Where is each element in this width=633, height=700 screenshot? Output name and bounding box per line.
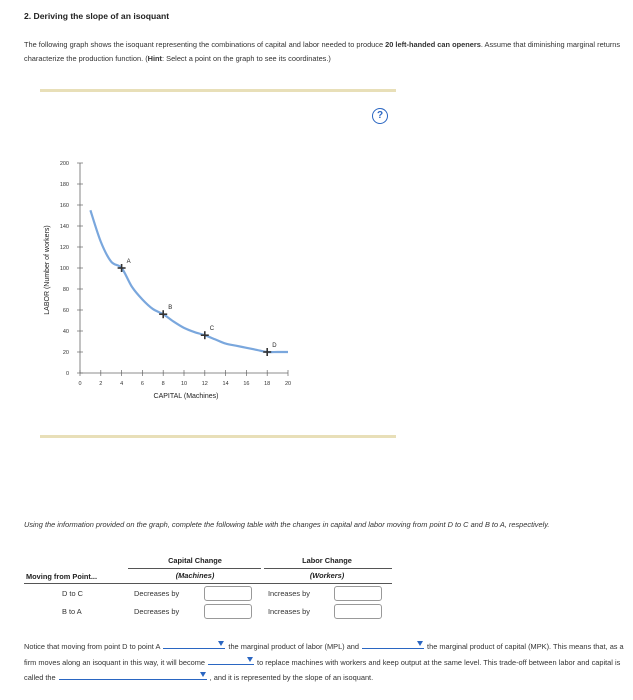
capital-units: (Machines): [175, 571, 215, 580]
chart-axes: [60, 161, 291, 387]
labor-change-header: Labor Change: [302, 556, 352, 565]
y-tick-label: 40: [62, 329, 69, 335]
x-tick-label: 16: [243, 381, 250, 387]
intro-text-1: The following graph shows the isoquant representing the combinations of capital and labor needed to produce: [24, 40, 384, 49]
chevron-down-icon: [218, 641, 224, 646]
point-label: A: [126, 259, 131, 265]
dropdown-labor-effect[interactable]: [163, 639, 225, 649]
x-tick-label: 8: [161, 381, 165, 387]
x-axis-label: CAPITAL (Machines): [153, 393, 219, 400]
chart-points: [118, 259, 278, 356]
labor-units: (Workers): [309, 571, 345, 580]
paragraph-text-3: the marginal product of capital (MPK). This means that, as a firm moves along an isoquant in this way, it will become: [24, 642, 624, 667]
paragraph-text-2: the marginal product of labor (MPL) and: [228, 642, 360, 651]
x-tick-label: 4: [120, 381, 124, 387]
capital-change-input-b-to-a[interactable]: [204, 604, 252, 619]
y-tick-label: 200: [59, 161, 69, 167]
y-axis-label: LABOR (Number of workers): [44, 225, 51, 315]
x-tick-label: 18: [264, 381, 271, 387]
hint-label: Hint: [147, 54, 163, 63]
x-tick-label: 0: [78, 381, 82, 387]
x-tick-label: 20: [284, 381, 292, 387]
labor-change-input-d-to-c[interactable]: [334, 586, 382, 601]
point-label: C: [209, 326, 215, 333]
paragraph-text-5: , and it is represented by the slope of an isoquant.: [209, 673, 374, 682]
x-tick-label: 14: [222, 381, 229, 387]
x-tick-label: 6: [140, 381, 144, 387]
conclusion-paragraph: [24, 639, 624, 686]
intro-bold-quantity: 20 left-handed can openers: [385, 40, 481, 49]
y-tick-label: 100: [59, 266, 69, 272]
table-header-rule: [24, 583, 392, 584]
row-move-label: D to C: [62, 589, 83, 598]
capital-change-header: Capital Change: [168, 556, 222, 565]
y-tick-label: 160: [59, 203, 69, 209]
paragraph-text-4: to replace machines with workers and keep output at the same level. This trade-off between labor and capital is called the: [24, 657, 621, 682]
row-move-label: B to A: [62, 607, 82, 616]
dropdown-willingness[interactable]: [208, 655, 254, 665]
capital-change-text: Decreases by: [134, 589, 180, 598]
help-icon[interactable]: ?: [372, 108, 388, 124]
isoquant-curve[interactable]: [90, 210, 288, 352]
row-header: Moving from Point...: [26, 572, 98, 581]
intro-text-2: . Assume that diminishing marginal returns characterize the production function. (: [24, 40, 621, 63]
labor-header-rule: [264, 568, 392, 569]
paragraph-text-1: Notice that moving from point D to point A: [24, 642, 161, 651]
point-label: B: [168, 305, 173, 312]
labor-change-input-b-to-a[interactable]: [334, 604, 382, 619]
intro-text-3: : Select a point on the graph to see its coordinates.): [162, 54, 331, 63]
table-instructions: Using the information provided on the graph, complete the following table with the changes in capital and labor moving from point D to C and B to A, respectively.: [24, 520, 550, 529]
y-tick-label: 20: [62, 350, 69, 356]
labor-change-text: Increases by: [268, 589, 310, 598]
question-title: 2. Deriving the slope of an isoquant: [24, 11, 170, 21]
point-d-marker[interactable]: [263, 343, 277, 356]
dropdown-tradeoff-term[interactable]: [59, 670, 207, 680]
x-tick-label: 12: [201, 381, 208, 387]
capital-change-text: Decreases by: [134, 607, 180, 616]
y-tick-label: 120: [59, 245, 69, 251]
y-tick-label: 140: [59, 224, 69, 230]
labor-change-text: Increases by: [268, 607, 310, 616]
y-tick-label: 180: [59, 182, 69, 188]
x-tick-label: 2: [99, 381, 103, 387]
capital-header-rule: [128, 568, 261, 569]
y-tick-label: 80: [62, 287, 69, 293]
chevron-down-icon: [417, 641, 423, 646]
y-tick-label: 0: [65, 371, 69, 377]
chevron-down-icon: [247, 657, 253, 662]
chevron-down-icon: [200, 672, 206, 677]
y-tick-label: 60: [62, 308, 69, 314]
x-tick-label: 10: [180, 381, 188, 387]
capital-change-input-d-to-c[interactable]: [204, 586, 252, 601]
dropdown-capital-effect[interactable]: [362, 639, 424, 649]
point-label: D: [272, 343, 277, 349]
